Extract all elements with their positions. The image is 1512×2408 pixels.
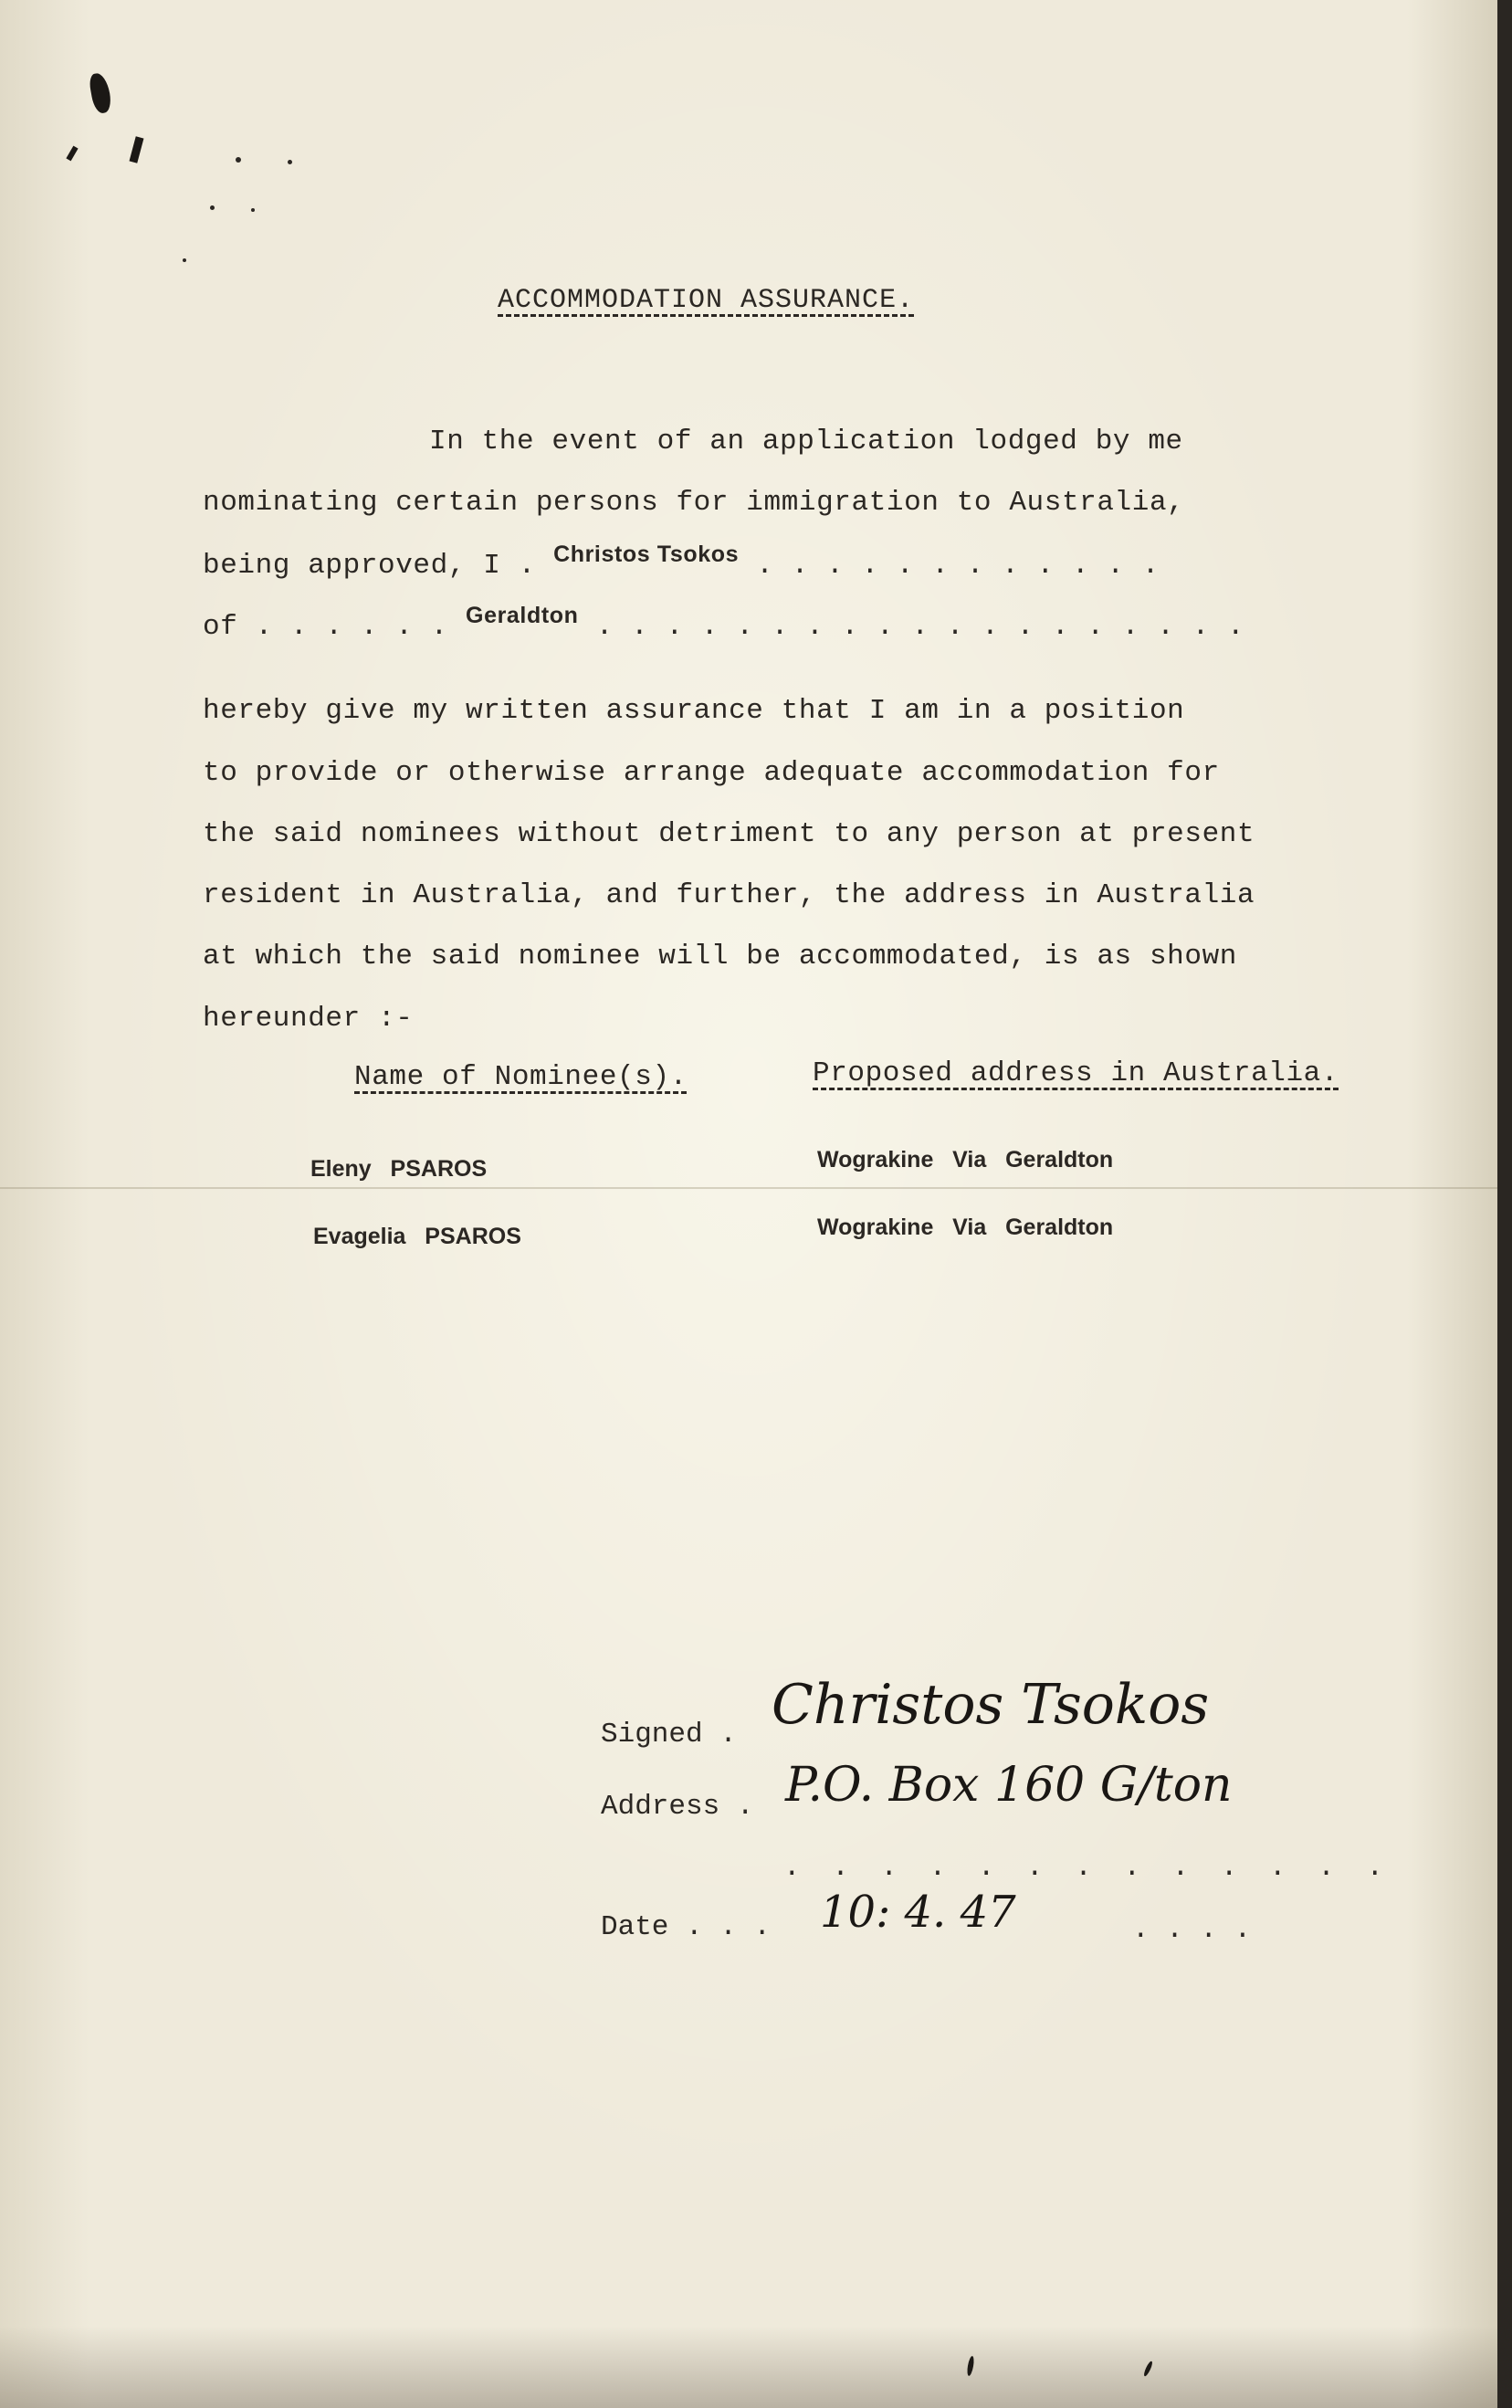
speck — [288, 160, 292, 164]
approved-prefix: being approved, I . — [203, 550, 536, 582]
of-line — [203, 603, 1245, 643]
nominator-name: Christos Tsokos — [553, 542, 740, 567]
body-line-2: to provide or otherwise arrange adequate accommodation for — [203, 757, 1220, 789]
speck — [210, 205, 215, 210]
speck — [236, 157, 241, 163]
speck — [183, 258, 186, 262]
paper-fold — [0, 1187, 1497, 1189]
address-extra-dots: . . . . . . . . . . . . . — [783, 1852, 1391, 1884]
nominee-address-2: Wograkine Via Geraldton — [817, 1215, 1114, 1240]
body-line-4: resident in Australia, and further, the address in Australia — [203, 879, 1255, 911]
of-prefix: of . . . . . . — [203, 611, 448, 643]
approved-line — [203, 542, 1160, 582]
signed-label: Signed . — [601, 1719, 737, 1751]
nominator-location: Geraldton — [466, 603, 579, 628]
address-label: Address . — [601, 1791, 754, 1823]
address-value: P.O. Box 160 G/ton — [785, 1758, 1233, 1813]
date-label: Date . . . — [601, 1911, 772, 1943]
speck — [251, 208, 255, 212]
body-line-5: at which the said nominee will be accommodated, is as shown — [203, 941, 1237, 973]
ink-blot — [88, 72, 112, 115]
body-line-3: the said nominees without detriment to any person at present — [203, 818, 1255, 850]
nominee-name-header: Name of Nominee(s). — [354, 1061, 688, 1093]
of-dots: . . . . . . . . . . . . . . . . . . . — [595, 611, 1245, 643]
body-line-1: hereby give my written assurance that I am in a position — [203, 695, 1185, 727]
intro-line-2: nominating certain persons for immigration to Australia, — [203, 487, 1185, 519]
paper-shadow — [0, 2326, 1497, 2408]
ink-mark — [66, 146, 78, 162]
body-line-6: hereunder :- — [203, 1003, 414, 1035]
date-trailing-dots: . . . . — [1132, 1914, 1252, 1946]
date-value: 10: 4. 47 — [820, 1887, 1016, 1938]
approved-dots: . . . . . . . . . . . . — [756, 550, 1160, 582]
nominee-name-2: Evagelia PSAROS — [313, 1224, 521, 1249]
intro-line-1: In the event of an application lodged by me — [429, 426, 1183, 457]
signature: Christos Tsokos — [772, 1673, 1210, 1737]
nominee-name-1: Eleny PSAROS — [310, 1156, 488, 1182]
document-title: ACCOMMODATION ASSURANCE. — [498, 285, 915, 316]
nominee-address-1: Wograkine Via Geraldton — [817, 1147, 1114, 1172]
proposed-address-header: Proposed address in Australia. — [813, 1057, 1339, 1089]
ink-mark — [130, 136, 144, 163]
page-edge — [1497, 0, 1512, 2408]
